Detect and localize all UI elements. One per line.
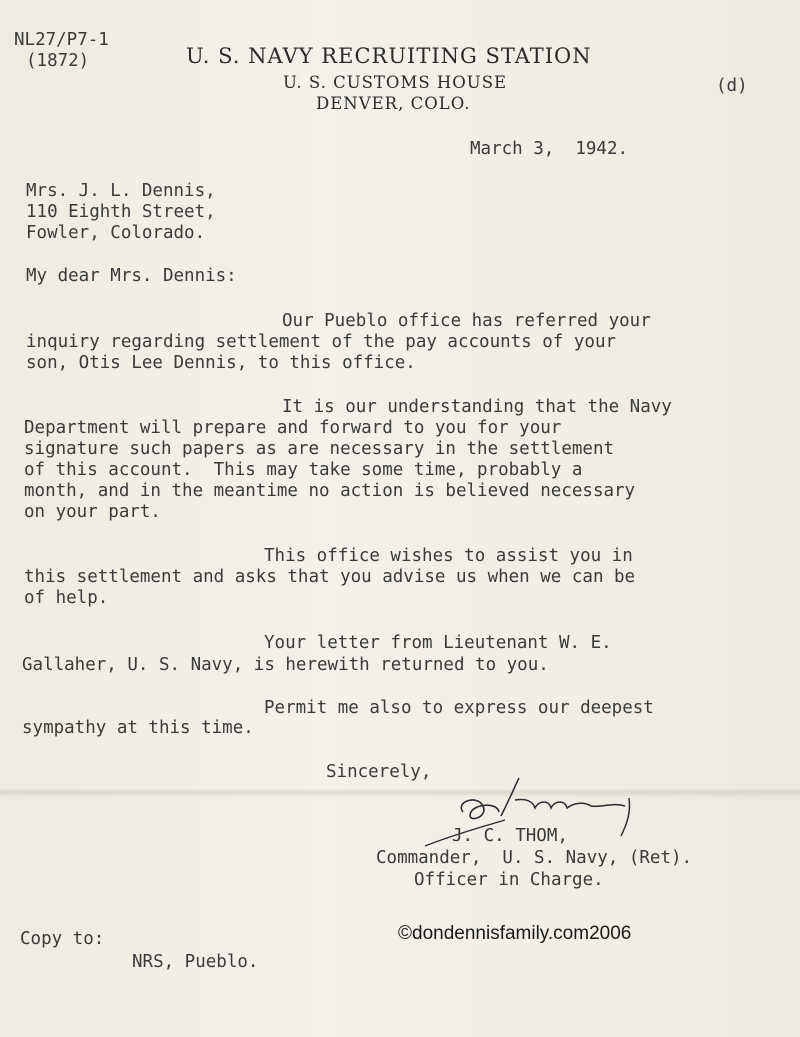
- paragraph-5-line-1: Permit me also to express our deepest: [264, 698, 654, 718]
- signer-rank: Commander, U. S. Navy, (Ret).: [376, 848, 693, 868]
- paragraph-2-line-1: It is our understanding that the Navy: [282, 397, 672, 417]
- recipient-name: Mrs. J. L. Dennis,: [26, 181, 216, 201]
- salutation: My dear Mrs. Dennis:: [26, 266, 237, 286]
- paragraph-5-line-2: sympathy at this time.: [22, 718, 254, 738]
- closing: Sincerely,: [326, 762, 432, 782]
- letterhead-line3: DENVER, COLO.: [316, 94, 471, 113]
- paragraph-1-line-2: inquiry regarding settlement of the pay accounts of your: [26, 332, 617, 352]
- paragraph-4-line-1: Your letter from Lieutenant W. E.: [264, 633, 612, 653]
- signer-name: J. C. THOM,: [452, 826, 568, 846]
- paragraph-2-line-6: on your part.: [24, 502, 161, 522]
- letterhead-title: U. S. NAVY RECRUITING STATION: [186, 44, 592, 68]
- paragraph-1-line-3: son, Otis Lee Dennis, to this office.: [26, 353, 416, 373]
- signer-title: Officer in Charge.: [414, 870, 604, 890]
- file-mark: (d): [716, 76, 748, 96]
- copy-to-label: Copy to:: [20, 929, 105, 949]
- paragraph-3-line-1: This office wishes to assist you in: [264, 546, 633, 566]
- paragraph-2-line-5: month, and in the meantime no action is believed necessary: [24, 481, 636, 501]
- letterhead-line2: U. S. CUSTOMS HOUSE: [283, 73, 508, 92]
- file-reference-line1: NL27/P7-1: [14, 30, 109, 50]
- copy-to-recipient: NRS, Pueblo.: [132, 952, 259, 972]
- paragraph-1-line-1: Our Pueblo office has referred your: [282, 311, 651, 331]
- recipient-street: 110 Eighth Street,: [26, 202, 216, 222]
- paragraph-2-line-4: of this account. This may take some time, probably a: [24, 460, 583, 480]
- recipient-city: Fowler, Colorado.: [26, 223, 206, 243]
- copyright-watermark: ©dondennisfamily.com2006: [398, 923, 632, 944]
- letter-date: March 3, 1942.: [470, 139, 629, 159]
- paragraph-3-line-2: this settlement and asks that you advise us when we can be: [24, 567, 636, 587]
- paragraph-4-line-2: Gallaher, U. S. Navy, is herewith returned to you.: [22, 655, 549, 675]
- file-reference-line2: (1872): [26, 51, 90, 71]
- paragraph-3-line-3: of help.: [24, 588, 109, 608]
- paragraph-2-line-2: Department will prepare and forward to you for your: [24, 418, 562, 438]
- paragraph-2-line-3: signature such papers as are necessary in the settlement: [24, 439, 615, 459]
